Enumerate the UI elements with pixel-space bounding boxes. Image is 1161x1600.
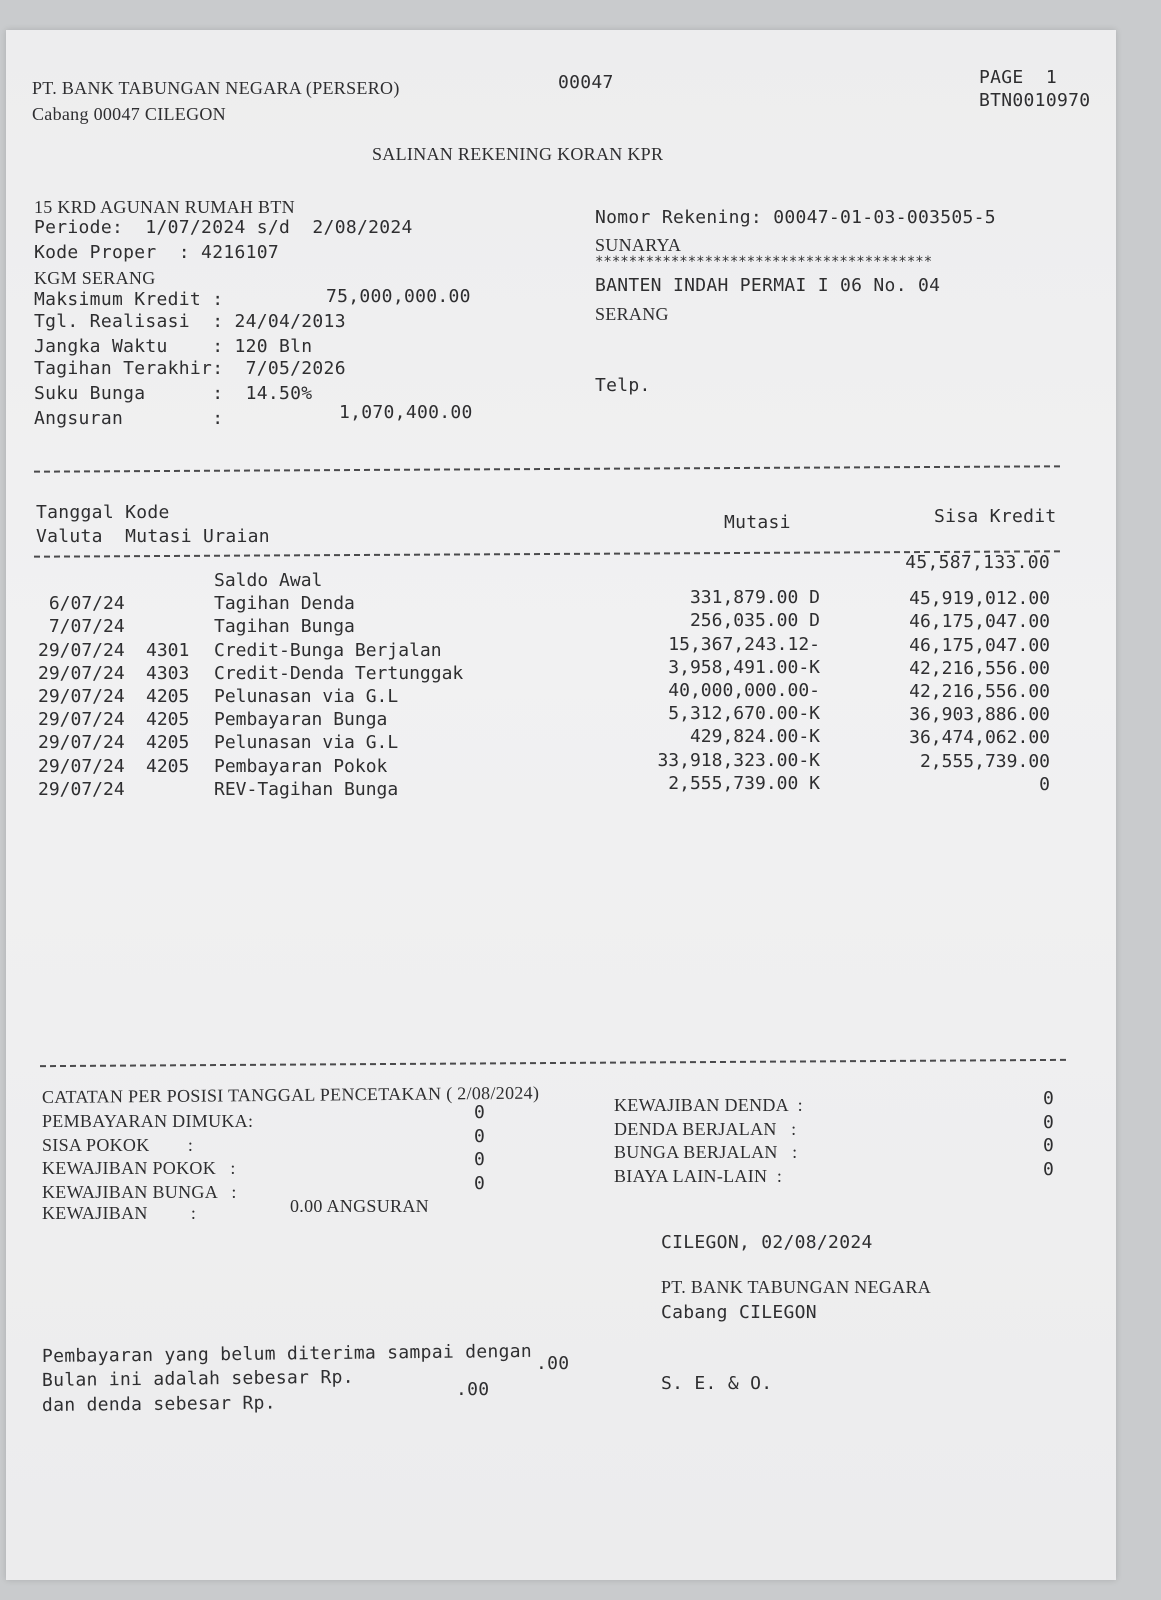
- summary-right-value: 0: [1043, 1135, 1055, 1156]
- nomor-rekening: Nomor Rekening: 00047-01-03-003505-5: [595, 207, 996, 228]
- summary-right-value: 0: [1043, 1111, 1055, 1133]
- row-sisa-kredit: 36,474,062.00: [909, 727, 1050, 749]
- note-line-1: Pembayaran yang belum diterima sampai dengan: [41, 1340, 533, 1367]
- row-description: Pembayaran Pokok: [214, 755, 388, 777]
- row-date: 29/07/24: [38, 639, 125, 661]
- summary-left-value: 0: [474, 1149, 486, 1170]
- row-sisa-kredit: 45,919,012.00: [909, 588, 1050, 610]
- doc-code: BTN0010970: [979, 90, 1091, 111]
- row-description: REV-Tagihan Bunga: [214, 778, 399, 800]
- summary-left-label: PEMBAYARAN DIMUKA:: [42, 1111, 254, 1131]
- kewajiban-label: KEWAJIBAN :: [42, 1203, 197, 1223]
- summary-left-value: 0: [474, 1125, 486, 1147]
- branch-signature: Cabang CILEGON: [661, 1302, 817, 1323]
- summary-left-label: KEWAJIBAN POKOK :: [42, 1158, 236, 1178]
- row-date: 29/07/24: [38, 686, 125, 707]
- col-header-sisa-kredit: Sisa Kredit: [934, 506, 1057, 527]
- tgl-realisasi: Tgl. Realisasi : 24/04/2013: [34, 311, 346, 332]
- summary-right-label: BUNGA BERJALAN :: [614, 1142, 798, 1162]
- catatan-heading: CATATAN PER POSISI TANGGAL PENCETAKAN ( 2/08/2024): [41, 1082, 540, 1107]
- telp: Telp.: [595, 375, 651, 396]
- row-sisa-kredit: 42,216,556.00: [909, 657, 1050, 679]
- tagihan-terakhir: Tagihan Terakhir: 7/05/2026: [34, 358, 346, 379]
- summary-right-label: BIAYA LAIN-LAIN :: [614, 1165, 783, 1186]
- place-date: CILEGON, 02/08/2024: [661, 1232, 873, 1253]
- row-mutasi: 2,555,739.00 K: [668, 772, 820, 794]
- seo-note: S. E. & O.: [661, 1373, 773, 1394]
- row-mutasi: 3,958,491.00-K: [668, 656, 820, 678]
- row-sisa-kredit: 36,903,886.00: [909, 704, 1050, 726]
- row-description: Pelunasan via G.L: [214, 732, 399, 754]
- row-mutasi: 15,367,243.12-: [668, 633, 820, 655]
- address-line-1: BANTEN INDAH PERMAI I 06 No. 04: [595, 275, 941, 296]
- angsuran-value: 1,070,400.00: [339, 402, 473, 423]
- branch-code: 00047: [558, 72, 614, 93]
- summary-right-value: 0: [1043, 1088, 1055, 1109]
- summary-right-label: DENDA BERJALAN :: [614, 1118, 797, 1139]
- row-mutasi: 33,918,323.00-K: [657, 749, 820, 771]
- masked-line: ****************************************: [595, 254, 933, 270]
- jangka-waktu: Jangka Waktu : 120 Bln: [34, 336, 313, 357]
- branch-name: Cabang 00047 CILEGON: [32, 104, 226, 124]
- row-description: Pembayaran Bunga: [214, 709, 388, 731]
- page-title: SALINAN REKENING KORAN KPR: [372, 144, 664, 164]
- row-date: 29/07/24: [38, 709, 125, 731]
- page-number: PAGE 1: [979, 67, 1057, 88]
- row-mutasi: 331,879.00 D: [689, 587, 820, 609]
- row-date: 29/07/24: [38, 778, 125, 800]
- opening-balance: 45,587,133.00: [905, 552, 1050, 573]
- note-line-3-value: .00: [456, 1379, 490, 1400]
- row-mutasi: 40,000,000.00-: [668, 680, 820, 701]
- row-code: 4303: [146, 662, 190, 684]
- row-date: 29/07/24: [38, 732, 125, 754]
- angsuran-label: Angsuran :: [34, 408, 224, 429]
- row-date: 29/07/24: [38, 662, 125, 684]
- kewajiban-value: 0.00 ANGSURAN: [290, 1196, 429, 1216]
- row-description: Saldo Awal: [214, 570, 323, 591]
- address-line-2: SERANG: [595, 304, 669, 324]
- row-mutasi: 5,312,670.00-K: [668, 703, 820, 725]
- summary-left-value: 0: [474, 1102, 486, 1123]
- suku-bunga: Suku Bunga : 14.50%: [34, 383, 313, 404]
- summary-left-value: 0: [474, 1172, 486, 1194]
- row-mutasi: 429,824.00-K: [689, 726, 820, 748]
- row-code: 4205: [146, 732, 190, 754]
- bank-signature: PT. BANK TABUNGAN NEGARA: [661, 1277, 932, 1297]
- maksimum-kredit-label: Maksimum Kredit :: [34, 289, 224, 310]
- row-date: 6/07/24: [38, 593, 125, 615]
- row-description: Tagihan Bunga: [214, 616, 355, 638]
- summary-right-label: KEWAJIBAN DENDA :: [614, 1095, 803, 1115]
- row-sisa-kredit: 0: [1039, 773, 1050, 795]
- kode-proper: Kode Proper : 4216107: [34, 242, 280, 263]
- row-sisa-kredit: 46,175,047.00: [909, 611, 1050, 633]
- periode: Periode: 1/07/2024 s/d 2/08/2024: [34, 217, 413, 238]
- row-code: 4205: [146, 709, 190, 731]
- row-sisa-kredit: 42,216,556.00: [909, 681, 1050, 702]
- row-code: 4301: [146, 639, 190, 661]
- note-line-2: Bulan ini adalah sebesar Rp.: [41, 1366, 354, 1391]
- product-name: 15 KRD AGUNAN RUMAH BTN: [34, 197, 295, 217]
- summary-left-label: KEWAJIBAN BUNGA :: [42, 1181, 237, 1202]
- row-date: 7/07/24: [38, 616, 125, 638]
- customer-name: SUNARYA: [595, 235, 682, 255]
- kgm: KGM SERANG: [34, 268, 156, 288]
- col-header-mutasi: Mutasi: [724, 512, 791, 533]
- row-description: Credit-Denda Tertunggak: [214, 662, 464, 684]
- row-description: Pelunasan via G.L: [214, 686, 399, 707]
- row-date: 29/07/24: [38, 755, 125, 777]
- row-description: Credit-Bunga Berjalan: [214, 639, 442, 661]
- note-line-2-value: .00: [536, 1353, 570, 1374]
- row-code: 4205: [146, 755, 190, 777]
- summary-right-value: 0: [1043, 1158, 1055, 1180]
- row-mutasi: 256,035.00 D: [689, 610, 820, 632]
- maksimum-kredit-value: 75,000,000.00: [326, 286, 471, 307]
- row-code: 4205: [146, 686, 190, 707]
- summary-left-label: SISA POKOK :: [42, 1134, 194, 1155]
- note-line-3: dan denda sebesar Rp.: [41, 1392, 276, 1416]
- col-header-line-2: Valuta Mutasi Uraian: [36, 526, 270, 547]
- bank-name: PT. BANK TABUNGAN NEGARA (PERSERO): [32, 78, 400, 98]
- row-description: Tagihan Denda: [214, 593, 355, 615]
- row-sisa-kredit: 2,555,739.00: [919, 750, 1050, 772]
- col-header-line-1: Tanggal Kode: [36, 502, 170, 523]
- row-sisa-kredit: 46,175,047.00: [909, 634, 1050, 656]
